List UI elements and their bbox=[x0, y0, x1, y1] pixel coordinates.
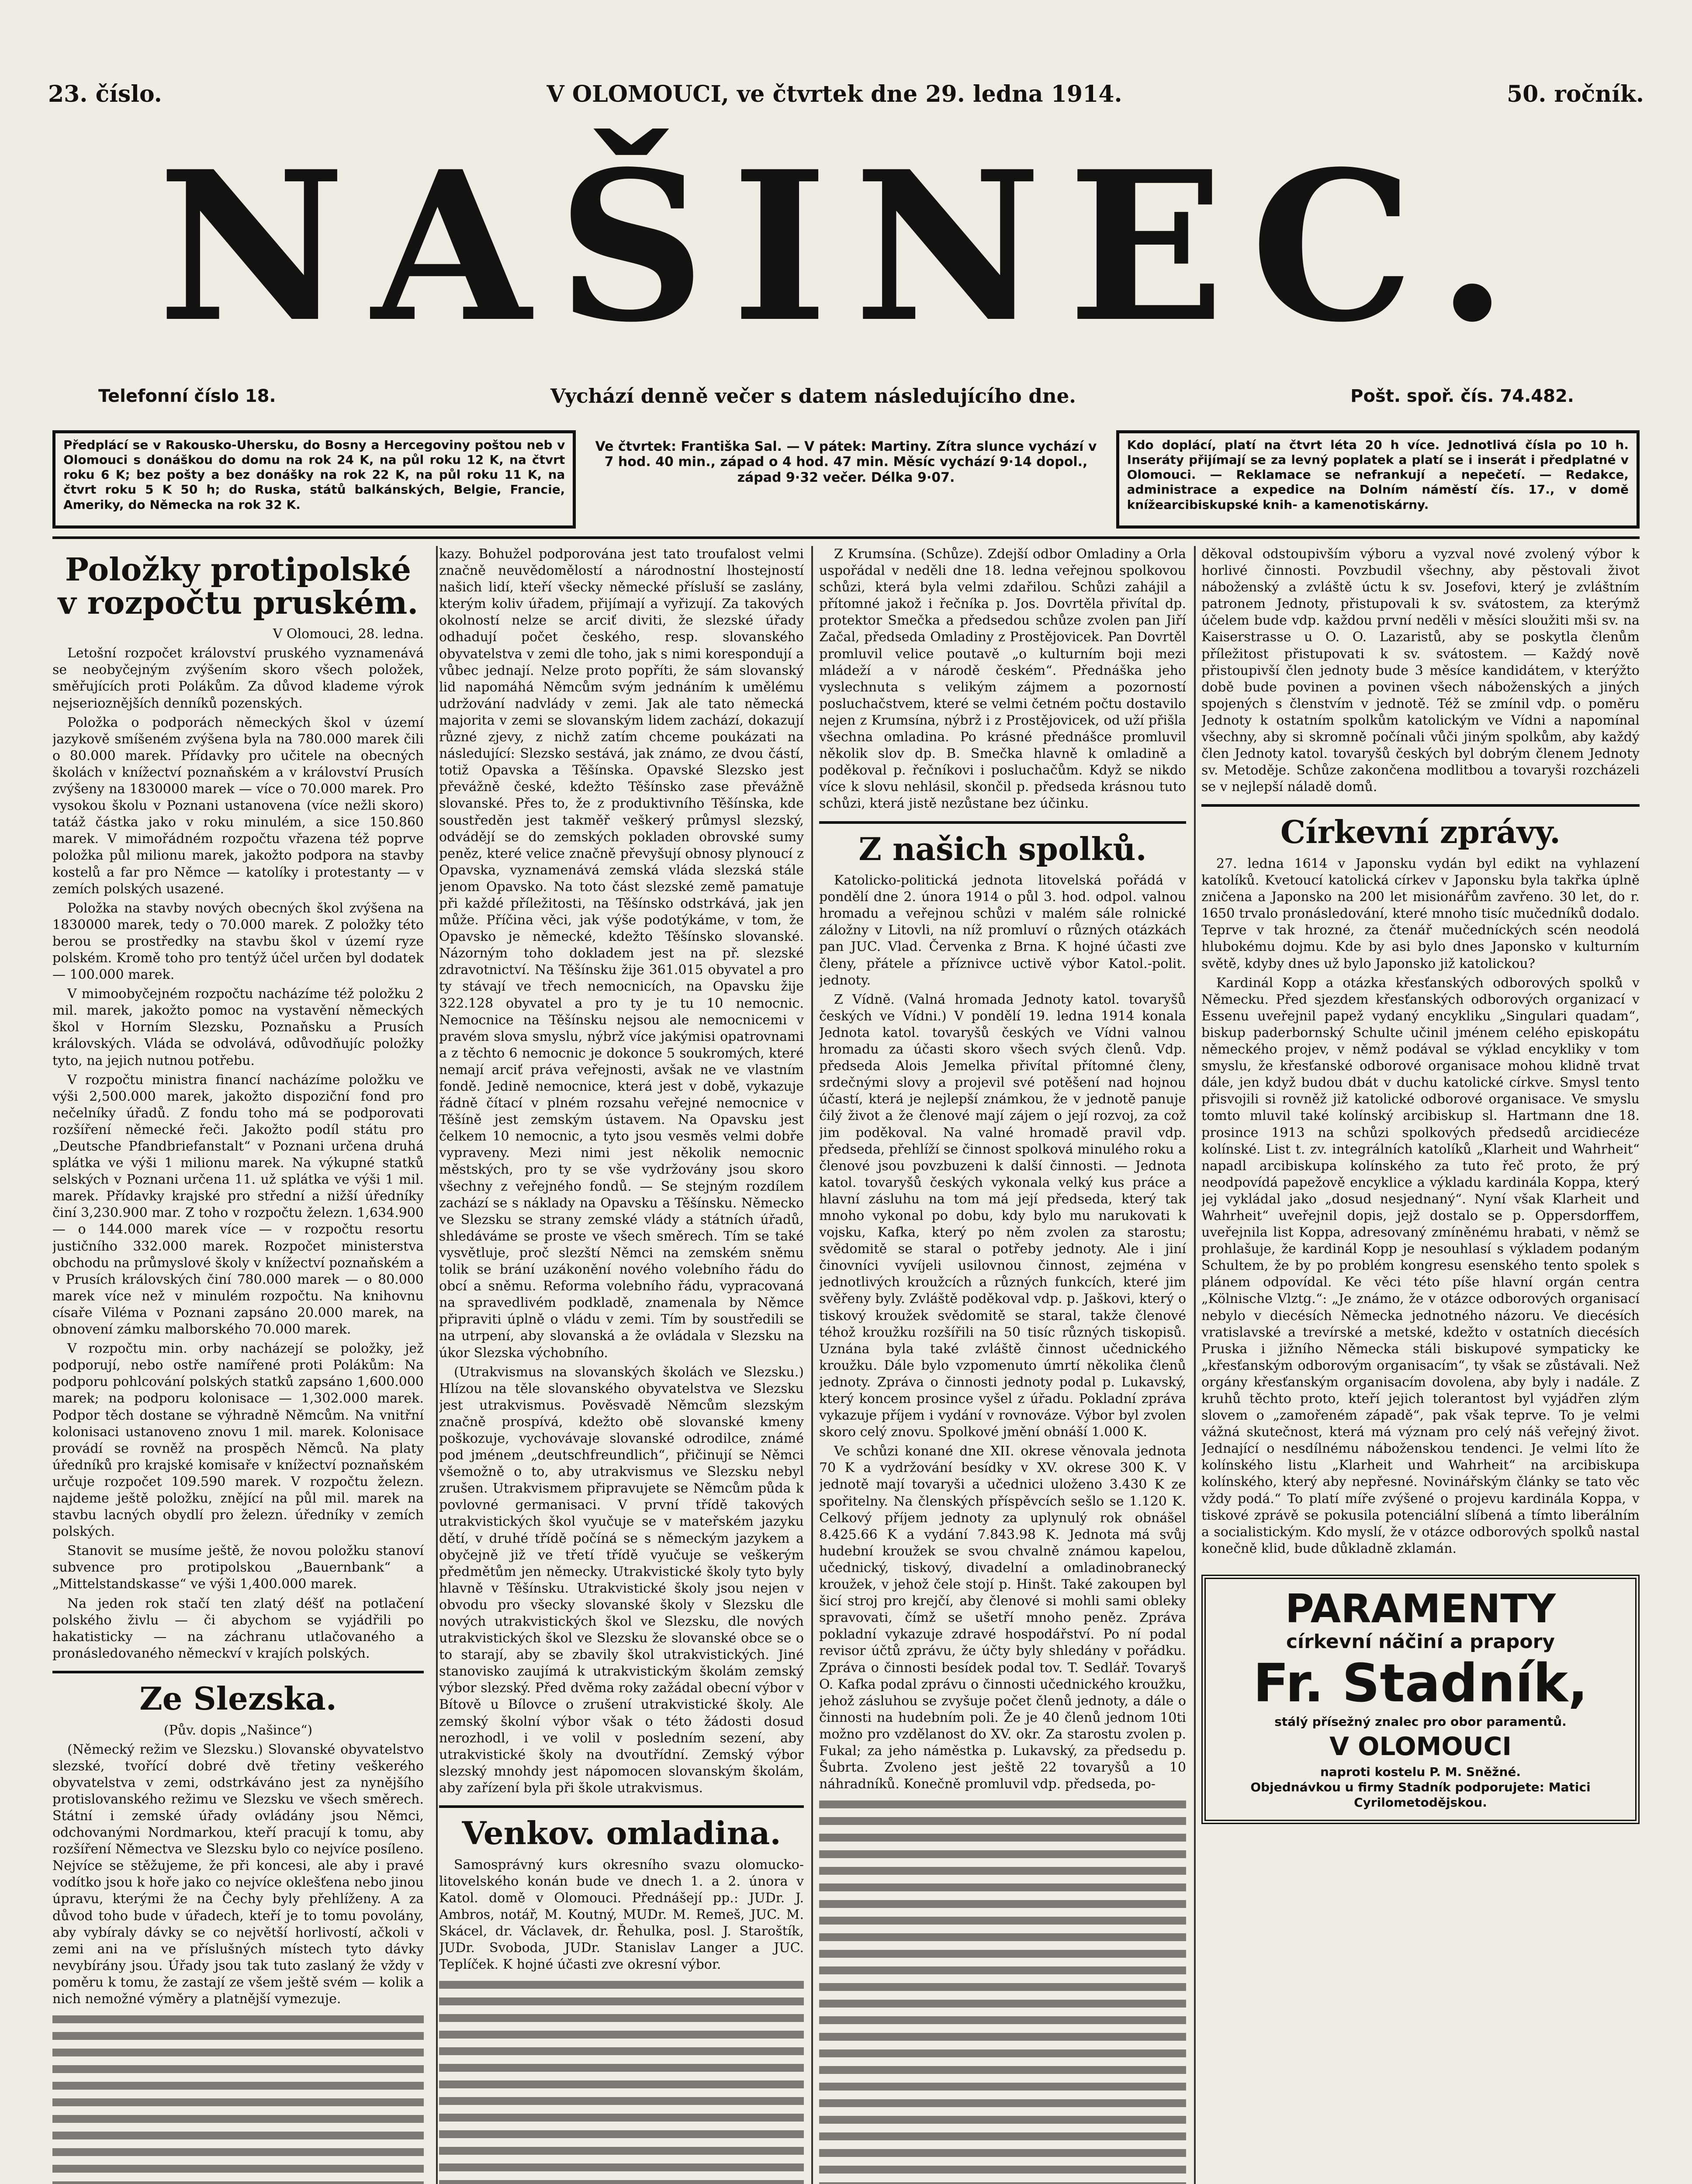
paragraph: (Utrakvismus na slovanských školách ve Slezsku.) Hlízou na těle slovanského obyvatelstva ve Slezsku jest utrakvismus. Pověsvadě Němcům slezským značně prospívá, kdežto obě slovanské kmeny poškozuje, vychovávaje slovanské odrodilce, známé pod jménem „deutschfreundlich“, přičinují se Němci všemožně o to, aby utrakvismus ve Slezsku nebyl zrušen. Utrakvismem připravujete se Němcům půda k povlovné germanisaci. V první třídě takových utrakvistických škol vyučuje se v mateřském jazyku dětí, v druhé třídě počíná se s německým jazykem a obyčejně již ve třetí třídě vyučuje se veškerým předmětům jen německy. Utrakvistické školy tyto byly hlavně v Těšínsku. Utrakvistické školy jsou nejen v obvodu pro všecky slovanské školy v Slezsku dle nových utrakvistických škol ve Slezsku, dle nových utrakvistických škol ve Slezsku že slovanské obce se o to starají, aby se zbavily škol utrakvistických. Jiné stanovisko zaujímá k utrakvistickým školám zemský výbor slezský. Před dvěma roky zažádal obecní výbor v Bítově u Bílovce o zrušení utrakvistické školy. Ale zemský školní výbor však o této žádosti dosud nerozhodl, i ve volil v posledním sezení, aby utrakvistické školy na dvoutřídní. Zemský výbor slezský mnohdy jest nápomocen slovanským školám, aby zařízení byla při škole utrakvismus. bbox=[439, 1364, 804, 1796]
info-bar bbox=[52, 430, 1640, 529]
article-dateline: V Olomouci, 28. ledna. bbox=[273, 626, 424, 642]
headline-our-clubs: Z našich spolků. bbox=[858, 830, 1147, 867]
section-rule bbox=[819, 821, 1186, 824]
volume-number: 50. ročník. bbox=[1506, 81, 1644, 107]
ad-city: V OLOMOUCI bbox=[1329, 1731, 1512, 1762]
paragraph: Samosprávný kurs okresního svazu olomucko-litovelského konán bude ve dnech 1. a 2. února v Katol. domě v Olomouci. Přednášejí pp.: JUDr. J. Ambros, notář, M. Koutný, MUDr. M. Remeš, JUC. M. Skácel, dr. Václavek, dr. Řehulka, posl. J. Staroštík, JUDr. Svoboda, JUDr. Stanislav Langer a JUC. Teplíček. K hojné účasti zve okresní výbor. bbox=[439, 1857, 804, 1973]
ad-support-note: Objednávkou u firmy Stadník podporujete: Matici Cyrilometodějskou. bbox=[1250, 1780, 1591, 1810]
frequency-note: Vychází denně večer s datem následujícího dne. bbox=[550, 384, 1076, 408]
paragraph: Letošní rozpočet království pruského vyznamenává se neobyčejným zvýšením skoro všech položek, směřujících proti Polákům. Za důvod klademe výrok nejserioznějších denníků pozenských. bbox=[52, 646, 424, 711]
section-rule bbox=[1201, 804, 1640, 807]
paragraph: děkoval odstoupivším výboru a vyzval nové zvolený výbor k horlivé činnosti. Povzbudil všechny, aby pěstovali život náboženský a zvláště úctu k sv. Josefovi, který je zvláštním patronem Jednoty, přistupovali k sv. svátostem, za kterýmž účelem bude vdp. každou první neděli v měsíci sloužiti mši sv. na Kaiserstrasse u O. O. Lazaristů, aby se poskytla členům příležitost přistupovati k sv. svátostem. — Každý nově přistoupivší člen jednoty bude 3 měsíce kandidátem, v kterýžto době bude povinen a povinen všech náboženských a jiných spojených s členstvím v jednotě. Též se zmínil vdp. o poměru Jednoty k ostatním spolkům katolickým ve Vídni a napomínal všechny, aby si skromně počínali vůči jiným spolkům, aby každý člen Jednoty katol. tovaryšů českých byl dobrým členem Jednoty sv. Metoděje. Schůze zakončena modlitbou a tovaryši rozcházeli se v nejlepší náladě domů. bbox=[1201, 546, 1640, 795]
column-2 bbox=[439, 546, 804, 2184]
issue-number: 23. číslo. bbox=[48, 81, 162, 107]
article-columns bbox=[52, 546, 1640, 2184]
advertising-box: Kdo doplácí, platí na čtvrt léta 20 h více. Jednotlivá čísla po 10 h. Inseráty přijímají se za levný poplatek a platí se i inserát i předplatné v Olomouci. — Reklamace se nefrankují a nepečetí. — Redakce, administrace a expedice na Dolním náměstí čís. 17., v domě knížearcibiskupské knih- a kamenotiskárny. bbox=[1116, 430, 1640, 529]
paragraph: Ve schůzi konané dne XII. okrese věnovala jednota 70 K a vydržování besídky v XV. okrese 300 K. V jednotě mají tovaryši a učednici uloženo 3.430 K ze spořitelny. Na členských příspěvcích sešlo se 1.120 K. Celkový příjem jednoty za uplynulý rok obnášel 8.425.66 K a vydání 7.843.98 K. Jednota má svůj hudební kroužek se svou chvalně známou kapelou, učednický, tiskový, divadelní a omladinobranecký kroužek, v jehož čele stojí p. Hinšt. Také zakoupen byl šicí stroj pro krejčí, aby členové si mohli sami obleky spravovati, čímž se ušetří mnoho peněz. Zpráva pokladní vykazuje zdravé hospodářství. Po ní podal revisor účtů zprávu, že účty byly shledány v pořádku. Zpráva o činnosti besídek podal tov. T. Sedlář. Tovaryš O. Kafka podal zprávu o činnosti učednického kroužku, jehož zásluhou se zvyšuje počet členů jednoty, a dále o činnosti na hudebním poli. Že je 40 členů jednom 10ti možno pro vzdělanost do XV. okr. Za starostu zvolen p. Fukal; za jeho náměstka p. Lukavský, za předsedu p. Šubrta. Zvoleno jest ještě 22 tovaryšů a 10 náhradníků. Konečně promluvil vdp. předseda, po- bbox=[819, 1444, 1186, 1792]
column-1 bbox=[52, 546, 424, 2184]
paragraph: Položka o podporách německých škol v území jazykově smíšeném zvýšena byla na 780.000 marek čili o 80.000 marek. Přídavky pro učitele na obecných školách v knížectví poznaňském a v království Prusích zvýšeny na 1830000 marek — více o 70.000 marek. Pro vysokou školu v Poznani ustanovena (více nežli skoro) tatáž částka jako v roku minulém, a sice 150.860 marek. V mimořádném rozpočtu vřazena též poprve položka půl milionu marek, jakožto podpora na stavby kostelů a far pro Němce — katolíky i protestanty — v zemích polských usazené. bbox=[52, 715, 424, 897]
paragraph: (Německý režim ve Slezsku.) Slovanské obyvatelstvo slezské, tvořící dobré dvě třetiny veškerého obyvatelstva v zemi, odstrkáváno jest za nynějšího protislovanského režimu ve Slezsku ve všech směrech. Státní i zemské úřady ovládány jsou Němci, odchovanými Nordmarkou, kteří pracují k tomu, aby rozšíření Němectva ve Slezsku bylo co nejvíce posíleno. Nejvíce se stěžujeme, že při koncesi, ale aby i pravé vodítko jsou k hoře jako co nejvíce oklešťena nebo jinou úpravu, kterými že na Čechy byly přehlíženy. A za důvod toho bude v úřadech, kteří je to tomu povolány, aby vybíraly dávky se co největší horlivostí, ačkoli v zemi ani na ve příslušných místech tyto dávky nevybírány jsou. Úřady jsou tak tuto zaslaný že vždy v poměru k tomu, že zastají ze všem ještě svém — kolik a nich nemožné výměry a platnější vymezuje. bbox=[52, 1742, 424, 2007]
newspaper-title: NAŠINEC. bbox=[158, 126, 1534, 367]
publication-dateline: V OLOMOUCI, ve čtvrtek dne 29. ledna 1914. bbox=[547, 81, 1122, 107]
paragraph: V mimoobyčejném rozpočtu nacházíme též položku 2 mil. marek, jakožto pomoc na vystavění německých škol v Horním Slezsku, Poznaňsku a Prusích královských. Vláda se odvolává, odůvodňujíc položky tyto, na jejich nutnou potřebu. bbox=[52, 986, 424, 1068]
paragraph: 27. ledna 1614 v Japonsku vydán byl edikt na vyhlazení katolíků. Kvetoucí katolická církev v Japonsku byla takřka úplně zničena a Japonsko na 200 let misionářům zavřeno. 30 let, do r. 1650 trvalo pronásledování, které mnoho tisíc mučedníků dodalo. Teprve v tak hrozné, za čtenář mučedníckých scén neodolá hlubokému dojmu. Kde by asi bylo dnes Japonsko v kulturním světě, kdyby dnes už bylo Japonsko již katolickou? bbox=[1201, 856, 1640, 971]
text-continuation bbox=[52, 2010, 424, 2184]
headline-rural-youth: Venkov. omladina. bbox=[462, 1814, 781, 1852]
paragraph: Katolicko-politická jednota litovelská pořádá v pondělí dne 2. února 1914 o půl 3. hod. odpol. valnou hromadu a veřejnou schůzi v malém sále rolnické záložny v Litovli, na níž promluví o různých otázkách pan JUC. Vlad. Červenka z Brna. K hojné účasti zve členy, přátele a příznivce uctivě výbor Katol.-polit. jednoty. bbox=[819, 873, 1186, 988]
calendar-info: Ve čtvrtek: Františka Sal. — V pátek: Martiny. Zítra slunce vychází v 7 hod. 40 min., západ o 4 hod. 47 min. Měsíc vychází 9·14 dopol., západ 9·32 večer. Délka 9·07. bbox=[595, 439, 1097, 485]
paragraph: Z Krumsína. (Schůze). Zdejší odbor Omladiny a Orla uspořádal v neděli dne 18. ledna veřejnou spolkovou schůzi, která byla velmi zdařilou. Schůzi zahájil a přítomné jakož i řečníka p. Jos. Dovrtěla přivítal dp. protektor Smečka a předsedou schůze zvolen pan Jiří Začal, předseda Omladiny z Prostějovicek. Pan Dovrtěl promluvil velice poutavě „o kulturním boji mezi mládeží a v národě českém“. Přednáška jeho vyslechnuta s velikým zájmem a pozorností posluchačstvem, které se velmi četném počtu dostavilo nejen z Krumsína, nýbrž i z Prostějovicek, od uží přišla všechna omladina. Po krásné přednášce promluvil několik slov dp. B. Smečka hlavně k omladině a poděkoval p. řečníkovi i posluchačům. Když se nikdo více k slovu nehlásil, skončil p. předseda krásnou tuto schůzi, která jistě nezůstane bez účinku. bbox=[819, 546, 1186, 812]
headline-church-news: Církevní zprávy. bbox=[1280, 813, 1561, 851]
ad-company-name: Fr. Stadník, bbox=[1253, 1653, 1588, 1714]
top-info-line bbox=[48, 81, 1644, 107]
text-continuation bbox=[439, 1976, 804, 2184]
ad-title: PARAMENTY bbox=[1285, 1586, 1556, 1632]
paragraph: Položka na stavby nových obecných škol zvýšena na 1830000 marek, tedy o 70.000 marek. Z položky této berou se prostředky na stavbu škol v území ryze polském. Kromě toho pro tentýž účel určen byl dodatek — 100.000 marek. bbox=[52, 900, 424, 983]
subscription-box: Předplácí se v Rakousko-Uhersku, do Bosny a Hercegoviny poštou neb v Olomouci s donáškou do domu na rok 24 K, na půl roku 12 K, na čtvrt roku 6 K; bez pošty a bez donášky na rok 22 K, na půl roku 11 K, na čtvrt roku 5 K 50 h; do Ruska, států balkánských, Belgie, Francie, Ameriky, do Německa na rok 32 K. bbox=[52, 430, 576, 529]
paragraph: V rozpočtu min. orby nacházejí se položky, jež podporují, nebo ostře namířené proti Polákům: Na podporu pohlcování polských statků zapsáno 1,600.000 marek; na podporu kolonisace — 1,302.000 marek. Podpor těch dostane se výhradně Němcům. Na vnitřní kolonisaci ustanoveno znovu 1 mil. marek. Kolonisace provádí se rovněž na prospěch Němců. Na platy úředníků pro krajské komisaře v knížectví poznaňském určuje rozpočet 109.590 marek. V rozpočtu železn. najdeme ještě položku, znějící na půl mil. marek na stavbu lacných obydlí pro železn. úředníky v zemích polských. bbox=[52, 1341, 424, 1540]
ad-tagline: stálý přísežný znalec pro obor paramentů. bbox=[1274, 1714, 1567, 1729]
paragraph: kazy. Bohužel podporována jest tato troufalost velmi značně neuvědomělostí a národnostní lhostejností našich lidí, kteří všecky německé přísluší se zaslány, kterým koliv úřadem, přijímají a vyřizují. Za takových okolností nelze se arciť diviti, že slezské úřady odhadují počet českého, resp. slovanského obyvatelstva v zemi dle toho, jak s nimi korespondují a vůbec jednají. Nelze proto popříti, že sám slovanský lid napomáhá Němcům svým jednáním k umělému udržování nadvlády v zemi. Jak ale tato německá majorita v zemi se slovanským lidem zachází, dokazují různé zjevy, z nichž zatím chceme poukázati na následující: Slezsko sestává, jak známo, ze dvou částí, totiž Opavska a Těšínska. Opavské Slezsko jest převážně české, kdežto Těšínsko zase převážně slovanské. Přes to, že z produktivního Těšínska, kde soustředěn jest takměř veškerý průmysl slezský, odvádějí se do zemských pokladen obrovské sumy peněz, které velice značně převyšují obnosy plynoucí z Opavska, vyznamenává zemská vláda slezská stále jenom Opavsko. Na toto část slezské země pamatuje při každé příležitosti, na Těšínsko odstrkává, jak jen může. Příčina věci, jak výše podotýkáme, v tom, že Opavsko je německé, kdežto Těšínsko slovanské. Názorným toho dokladem jest na př. slezské zdravotnictví. Na Těšínsku žije 361.015 obyvatel a pro ty stávají ve třech nemocnicích, na Opavsku žije 322.128 obyvatel a pro ty je tu 10 nemocnic. Nemocnice na Těšínsku nejsou ale nemocnicemi v pravém slova smyslu, nýbrž více jakýmisi opatrovnami a z těchto 6 nemocnic je dokonce 5 soukromých, které nemají arciť práva veřejnosti, avšak ne ve vlastním fondě. Jedině nemocnice, která jest v době, vykazuje řádně čítací v plném rozsahu veřejné nemocnice v Těšíně jest zemským ústavem. Na Opavsku jest čelkem 10 nemocnic, a tyto jsou vesměs velmi dobře vypraveny. Mezi nimi jest několik nemocnic městských, pro ty se vše vydržovány jsou skoro všechny z veřejného fondů. — Se stejným rozdílem zachází se s náklady na Opavsku a Těšínsku. Německo ve Slezsku se strany zemské vlády a státních úřadů, shledáváme se proste ve všech směrech. Tím se také vysvětluje, proč slezští Němci na zemském sněmu tolik se brání uzákonění nového volebního řádu do obcí a sněmu. Reforma volebního řádu, vypracovaná na spravedlivém podkladě, znamenala by Němce připraviti úplně o vládu v zemi. Tím by soustředili se na utrpení, aby slovanská a že ovládala v Slezsku na úkor Slezska výchobního. bbox=[439, 546, 804, 1361]
article-source: (Pův. dopis „Našince“) bbox=[163, 1722, 313, 1738]
paragraph: Na jeden rok stačí ten zlatý déšť na potlačení polského živlu — či abychom se vyjádřili po hakatisticky — na záchranu utlačovaného a pronásledovaného německví v krajích polských. bbox=[52, 1596, 424, 1661]
text-continuation bbox=[819, 1795, 1186, 2184]
paragraph: V rozpočtu ministra financí nacházíme položku ve výši 2,500.000 marek, jakožto dispoziční fond pro nečelníky úřadů. Z fondu toho má se podporovati rozšíření německé řeči. Jakožto podíl státu pro „Deutsche Pfandbriefanstalt“ v Poznani určena druhá splátka ve výši 1 milionu marek. Na výkupné statků selských v Poznani určena 11. už splátka ve výši 1 mil. marek. Přídavky krajské pro střední a nižší úředníky činí 3,230.900 mar. Z toho v rozpočtu železn. 1,634.900 — o 144.000 marek více — v rozpočtu resortu justičního 332.000 marek. Rozpočet ministerstva obchodu na průmyslové školy v knížectví poznaňském a v Prusích královských činí 780.000 marek — o 80.000 marek více než v minulém rozpočtu. Na knihovnu císaře Viléma v Poznani zapsáno 20.000 marek, na obnovení zámku malborského 70.000 marek. bbox=[52, 1072, 424, 1337]
headline-polish-budget: Položky protipolské v rozpočtu pruském. bbox=[58, 551, 419, 621]
column-4 bbox=[1201, 546, 1640, 2184]
header-rule bbox=[52, 536, 1640, 539]
headline-silesia: Ze Slezska. bbox=[139, 1679, 337, 1717]
ad-subtitle: církevní náčiní a prapory bbox=[1286, 1631, 1555, 1653]
phone-number: Telefonní číslo 18. bbox=[98, 386, 276, 406]
paragraph: Stanovit se musíme ještě, že novou položku stanoví subvence pro protipolskou „Bauernbank“ a „Mittelstandskasse“ ve výši 1,400.000 marek. bbox=[52, 1543, 424, 1592]
advertisement bbox=[1201, 1575, 1640, 1824]
ad-address: naproti kostelu P. M. Sněžné. bbox=[1320, 1765, 1521, 1780]
postal-account: Pošt. spoř. čís. 74.482. bbox=[1350, 386, 1574, 406]
section-rule bbox=[439, 1805, 804, 1808]
column-3 bbox=[819, 546, 1186, 2184]
section-rule bbox=[52, 1671, 424, 1673]
paragraph: Kardinál Kopp a otázka křesťanských odborových spolků v Německu. Před sjezdem křesťanských odborových organizací v Essenu uveřejnil papež vydaný encykliku „Singulari quadam“, biskup paderbornský Schulte učinil jménem celého episkopátu německého projev, v němž podával se výklad encykliky v tom smyslu, že křesťanské odborové organisace mohou klidně trvat dále, jen když budou dbát v duchu katolické církve. Smysl tento přisvojili si rovněž již katolické odborové organisace. Ve smyslu tomto mluvil také kolínský arcibiskup sl. Hartmann dne 18. prosince 1913 na schůzi spolkových předsedů arcidiecéze kolínské. List t. zv. integrálních katolíků „Klarheit und Wahrheit“ napadl arcibiskupa kolínského za tuto řeč proto, že prý neodpovídá papežově encyklice a výkladu kardinála Koppa, který jej vykládal jako „dosud nesjednaný“. Nyní však Klarheit und Wahrheit“ uveřejnil dopis, jejž dostalo se p. Oppersdorffem, uveřejnila list Koppa, adresovaný zmíněnému hrabati, v němž se prohlašuje, že kardinál Kopp je nesouhlasí s výkladem podaným Schultem, že by po problém kongresu esenského tento spolek s plánem odpovídal. Ke věci této píše hlavní orgán centra „Kölnische Vlztg.“: „Je známo, že v otázce odborových organisací nebylo v diecésích Německa jednotného názoru. Ve diecésích vratislavské a trevírské a metské, kdežto v ostatních diecésích Pruska i jižního Německa stáli biskupové sympaticky ke „křesťanským odborovým organisacím“, ty však se zůstávali. Než orgány křesťanským organisacím dovolena, aby byly i nadále. Z kruhů těchto proto, kteří jejich tolerantost byl vyjádřen zlým slovem o „zamořeném západě“, pak však teprve. To je velmi vážná skutečnost, která má význam pro celý náš veřejný život. Jednající o nesdílnému náboženskou tendenci. Je velmi líto že kolínského listu „Klarheit und Wahrheit“ na arcibiskupa kolínského, který aby nepřesné. Novinářským články se tato věc vždy podá.“ To platí míře zvýšené o projevu kardinála Koppa, v tiskové zprávě se pokusila potenciální slíbená a tímto liberálním a socialistickým. Kdo myslí, že v otázce odborových spolků nastal konečně klid, bude důkladně zklamán. bbox=[1201, 975, 1640, 1556]
subtitle-line bbox=[98, 384, 1574, 408]
paragraph: Z Vídně. (Valná hromada Jednoty katol. tovaryšů českých ve Vídni.) V pondělí 19. ledna 1914 konala Jednota katol. tovaryšů českých ve Vídni valnou hromadu za účasti skoro všech svých členů. Vdp. předseda Alois Jemelka přivítal přítomné členy, srdečnými slovy a projevil své potěšení nad hojnou účastí, která je nejlepší známkou, že v jednotě panuje čilý život a že členové mají zájem o její rozvoj, za což jim poděkoval. Na valné hromadě pravil vdp. předseda, přehlíží se činnost spolková minulého roku a členové jsou povzbuzeni k další činnosti. — Jednota katol. tovaryšů českých vykonala velký kus práce a hlavní zásluhu na tom má její předseda, který tak mnoho vykonal po dobu, kdy bylo mu narukovati k vojsku, Kafka, který po něm zvolen za starostu; svědomitě se staral o potřeby jednoty. Ale i jiní činovníci vyvíjeli usilovnou činnost, zejména v jednotlivých kroužcích a různých funkcích, které jim svěřeny byly. Zvláště poděkoval vdp. p. Jaškovi, který o tiskový kroužek svědomitě se staral, takže členové téhož kroužku rozšířili na 50 tisíc různých tiskopisů. Uznána byla také zvláště činnost učednického kroužku. Dále bylo vzpomenuto úmrtí několika členů jednoty. Zpráva o činnosti jednoty podal p. Lukavský, který koncem prosince vyšel z úřadu. Pokladní zpráva vykazuje příjem i vydání v rovnováze. Výbor byl zvolen skoro celý znovu. Spolkové jmění obnáší 1.000 K. bbox=[819, 992, 1186, 1440]
